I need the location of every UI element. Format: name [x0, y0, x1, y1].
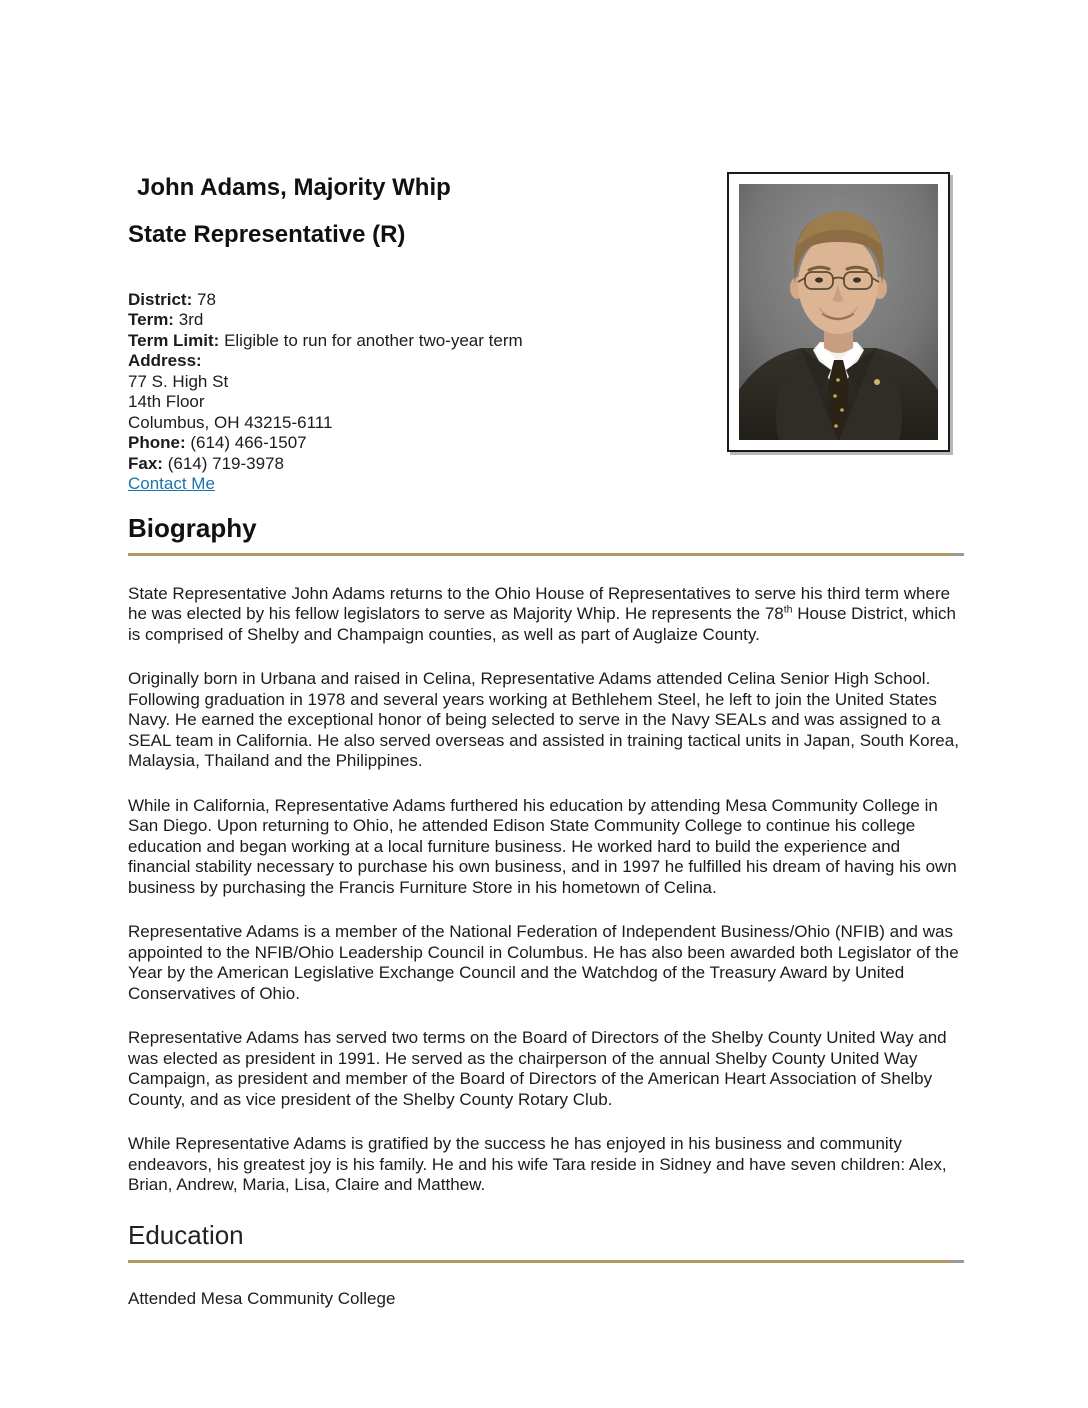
biography-paragraph: Representative Adams is a member of the National Federation of Independent Business/Ohio (NFIB) and was appointed to the NFIB/Ohio Leadership Council in Columbus. He has also been awarded both Legislator of the Year by the American Legislative Exchange Council and the Watchdog of the Treasury Award by United Conservatives of Ohio.: [128, 922, 959, 1003]
contact-me-link[interactable]: Contact Me: [128, 474, 215, 494]
phone-value: (614) 466-1507: [190, 433, 307, 453]
term-limit-value: Eligible to run for another two-year term: [224, 330, 523, 350]
address-line-1: 77 S. High St: [128, 371, 229, 391]
district-value: 78: [196, 289, 216, 309]
paragraph-text: State Representative John Adams returns to the Ohio House of Representatives to serve his third term where he was elected by his fellow legislators to serve as Majority Whip. He represents the 78: [128, 583, 951, 624]
address-line-3: Columbus, OH 43215-6111: [128, 412, 333, 432]
term-limit-label: Term Limit:: [128, 330, 220, 350]
biography-rule: [128, 553, 964, 556]
term-value: 3rd: [178, 310, 204, 330]
detail-phone: [128, 433, 688, 454]
detail-address-label: [128, 351, 688, 372]
biography-paragraph: While in California, Representative Adams furthered his education by attending Mesa Community College in San Diego. Upon returning to Ohio, he attended Edison State Community College to continue his college education and began working at a local furniture business. He worked hard to build the experience and financial stability necessary to purchase his own business, and in 1997 he fulfilled his dream of having his own business by purchasing the Francis Furniture Store in his hometown of Celina.: [128, 795, 957, 897]
biography-paragraph: Representative Adams has served two terms on the Board of Directors of the Shelby County United Way and was elected as president in 1991. He served as the chairperson of the annual Shelby County United Way Campaign, as president and member of the Board of Directors of the American Heart Association of Shelby County, and as vice president of the Shelby County Rotary Club.: [128, 1028, 947, 1109]
district-label: District:: [128, 289, 193, 309]
portrait-photo: [739, 184, 938, 440]
fax-label: Fax:: [128, 453, 163, 473]
education-section: [128, 1220, 964, 1310]
detail-fax: [128, 454, 688, 475]
ordinal-superscript: th: [783, 603, 793, 616]
paragraph-text: House District, which is comprised of Shelby and Champaign counties, as well as part of Auglaize County.: [128, 604, 956, 644]
biography-paragraph: [128, 584, 964, 646]
legislator-role: State Representative (R): [128, 220, 406, 248]
biography-paragraph: Originally born in Urbana and raised in Celina, Representative Adams attended Celina Senior High School. Following graduation in 1978 and several years working at Bethlehem Steel, he left to join the United States Navy. He earned the exceptional honor of being selected to serve in the Navy SEALs and was assigned to a SEAL team in California. He also served overseas and assisted in training tactical units in Japan, South Korea, Malaysia, Thailand and the Philippines.: [128, 669, 959, 771]
portrait-photo-frame: [727, 172, 950, 452]
education-item: Attended Mesa Community College: [128, 1288, 396, 1308]
biography-section: [128, 513, 964, 1196]
detail-district: [128, 290, 688, 311]
education-heading: Education: [128, 1219, 244, 1250]
fax-value: (614) 719-3978: [167, 453, 284, 473]
contact-details: [128, 290, 688, 495]
detail-term: [128, 310, 688, 331]
term-label: Term:: [128, 310, 174, 330]
phone-label: Phone:: [128, 433, 186, 453]
legislator-name: John Adams, Majority Whip: [137, 174, 451, 201]
detail-term-limit: [128, 331, 688, 352]
address-line-2: 14th Floor: [128, 392, 205, 412]
address-label: Address:: [128, 351, 202, 371]
biography-heading: Biography: [128, 512, 257, 543]
biography-body: [128, 584, 964, 1196]
detail-contact: [128, 474, 688, 495]
education-rule: [128, 1260, 964, 1263]
biography-paragraph: While Representative Adams is gratified by the success he has enjoyed in his business and community endeavors, his greatest joy is his family. He and his wife Tara reside in Sidney and have seven children: Alex, Brian, Andrew, Maria, Lisa, Claire and Matthew.: [128, 1134, 947, 1195]
